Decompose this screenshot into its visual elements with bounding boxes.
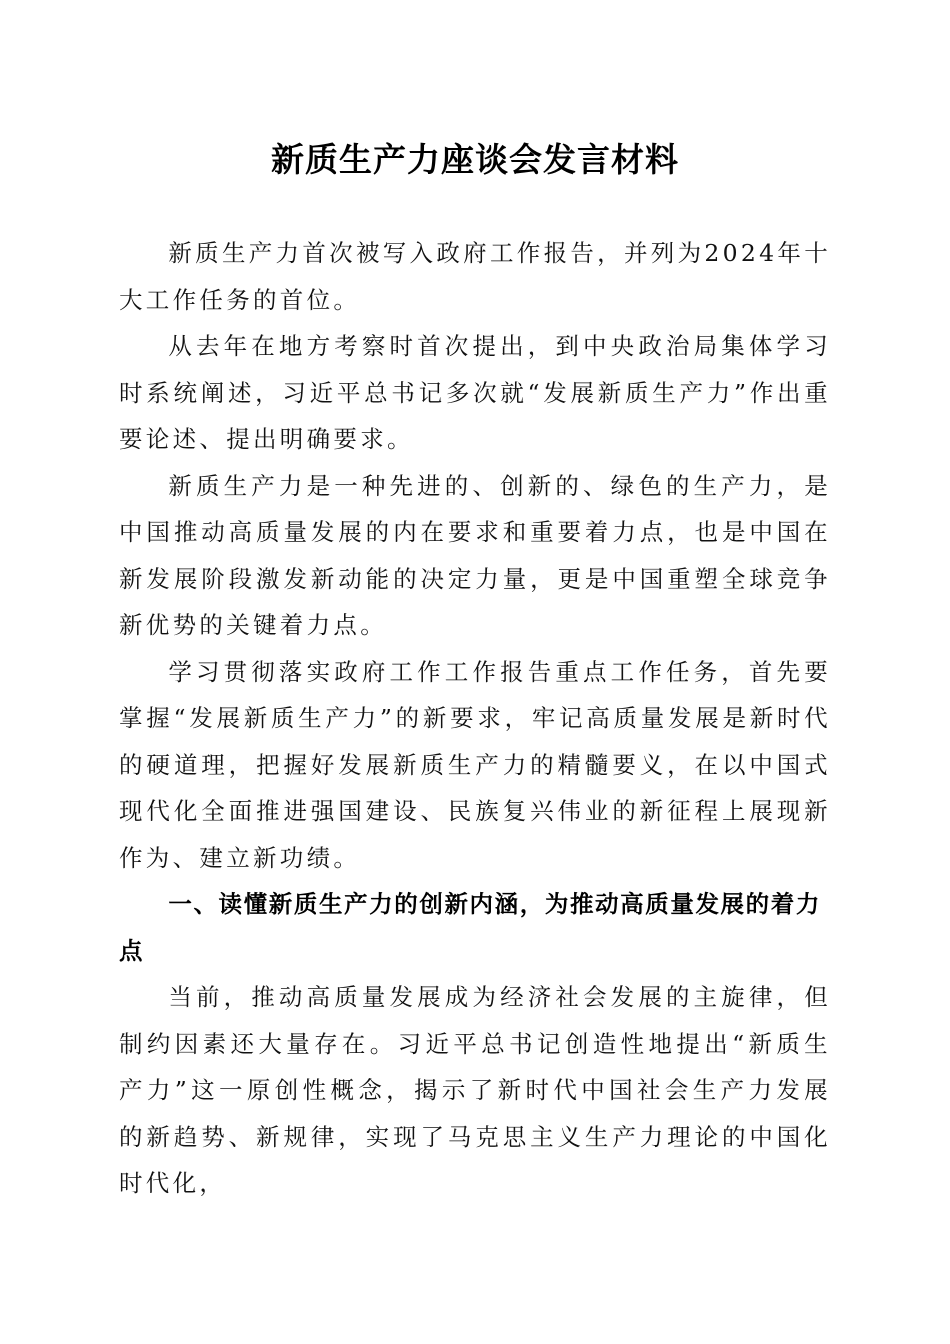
paragraph-requirements: 学习贯彻落实政府工作工作报告重点工作任务，首先要掌握“发展新质生产力”的新要求，牢记高质量发展是新时代的硬道理，把握好发展新质生产力的精髓要义，在以中国式现代化全面推进强国建设、民族复兴伟业的新征程上展现新作为、建立新功绩。 bbox=[119, 657, 831, 872]
paragraph-intro: 新质生产力首次被写入政府工作报告，并列为2024年十大工作任务的首位。 bbox=[119, 239, 831, 314]
paragraph-definition: 新质生产力是一种先进的、创新的、绿色的生产力，是中国推动高质量发展的内在要求和重要着力点，也是中国在新发展阶段激发新动能的决定力量，更是中国重塑全球竞争新优势的关键着力点。 bbox=[119, 471, 831, 639]
document-title: 新质生产力座谈会发言材料 bbox=[271, 140, 679, 179]
document-body bbox=[119, 230, 831, 1207]
paragraph-background: 从去年在地方考察时首次提出，到中央政治局集体学习时系统阐述，习近平总书记多次就“发展新质生产力”作出重要论述、提出明确要求。 bbox=[119, 332, 831, 453]
section-paragraph: 当前，推动高质量发展成为经济社会发展的主旋律，但制约因素还大量存在。习近平总书记创造性地提出“新质生产力”这一原创性概念，揭示了新时代中国社会生产力发展的新趋势、新规律，实现了马克思主义生产力理论的中国化时代化， bbox=[119, 983, 831, 1197]
section-heading: 一、读懂新质生产力的创新内涵，为推动高质量发展的着力点 bbox=[119, 890, 821, 965]
